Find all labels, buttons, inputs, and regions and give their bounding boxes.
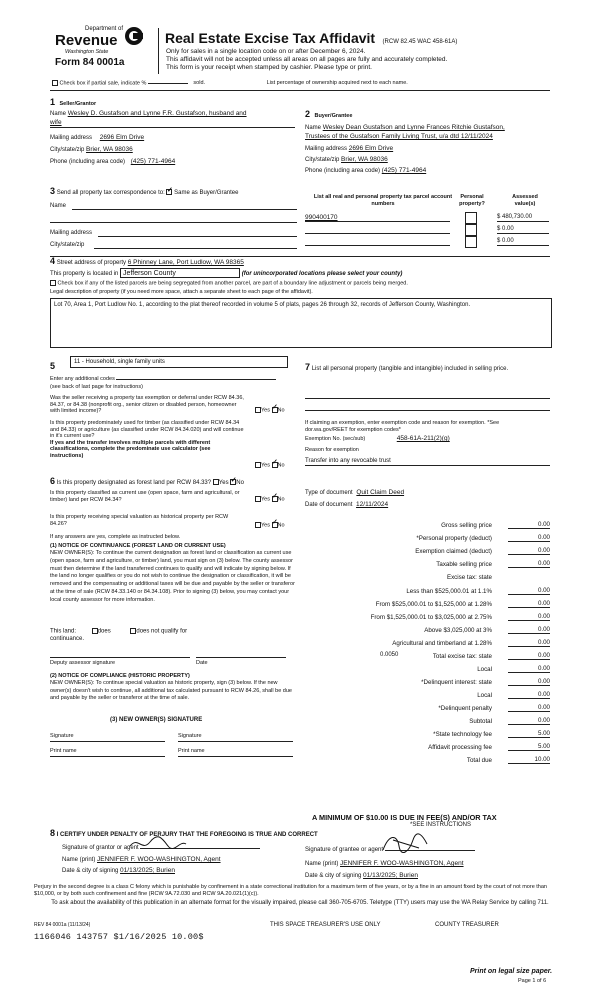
land-use-code[interactable]: 11 - Household, single family units <box>70 356 288 368</box>
treasurer-use: THIS SPACE TREASURER'S USE ONLY <box>270 922 381 928</box>
assessed-value-3[interactable]: $ 0.00 <box>497 238 549 246</box>
tax-row-label: Local <box>477 666 492 673</box>
tax-row-label: Less than $525,000.01 at 1.1% <box>406 588 492 595</box>
partial-sale-row <box>52 80 522 87</box>
tax-row-label: Gross selling price <box>441 522 492 529</box>
grantor-signature[interactable] <box>140 848 260 849</box>
notice1-heading: (1) NOTICE OF CONTINUANCE (FOREST LAND OR CURRENT USE) <box>50 543 226 549</box>
historic-no-checkbox[interactable] <box>272 522 278 528</box>
tax-row-label: *Personal property (deduct) <box>416 535 492 542</box>
tax-row <box>310 599 550 610</box>
sec6-q2: Is this property classified as current use (open space, farm and agricultural, or timber) land per RCW 84.34? Yes ✓ No <box>50 490 300 503</box>
buyer-heading: Buyer/Grantee <box>314 113 353 119</box>
corr-name-label: Name <box>50 203 67 209</box>
personal-checkbox-2[interactable] <box>465 224 477 236</box>
tax-row-value[interactable]: 0.00 <box>508 587 550 595</box>
exemption-label: If claiming an exemption, enter exemption code and reason for exemption. *See dor.wa.gov/REET for exemption codes* <box>305 420 500 433</box>
legal-size-note: Print on legal size paper. <box>470 968 553 975</box>
continuance-label: continuance. <box>50 636 85 642</box>
street-address[interactable]: 6 Phinney Lane, Port Ludlow, WA 98365 <box>127 259 244 266</box>
forest-no-checkbox[interactable] <box>230 479 236 485</box>
seller-city-label: City/state/zip <box>50 147 85 153</box>
minimum-due-note: A MINIMUM OF $10.00 IS DUE IN FEE(S) AND/OR TAX <box>312 813 497 822</box>
seller-mail-label: Mailing address <box>50 135 93 141</box>
reason-label: Reason for exemption <box>305 447 359 453</box>
tax-row <box>310 625 550 636</box>
page-number: Page 1 of 6 <box>518 978 547 984</box>
sec6-q1: 6 Is this property designated as forest land per RCW 84.33? Yes ✓ No <box>50 478 300 487</box>
buyer-mail-label: Mailing address <box>305 146 348 152</box>
grantee-signature[interactable] <box>385 850 475 851</box>
tax-row-value[interactable]: 0.00 <box>508 560 550 568</box>
segregated-label: Check box if any of the listed parcels are being segregated from another parcel, are part of a boundary line adjustment or parcels being merged. <box>57 280 408 287</box>
cashier-stamp: 1166046 143757 $1/16/2025 10.00$ <box>34 932 204 942</box>
corr-mail-line[interactable] <box>98 236 297 237</box>
if-yes-note: If any answers are yes, complete as instructed below. <box>50 534 181 540</box>
buyer-name[interactable]: Wesley Dean Gustafson and Lynne Frances Ritchie Gustafson, <box>322 124 505 131</box>
see-instructions-note: *SEE INSTRUCTIONS <box>410 822 472 828</box>
tax-row <box>310 572 550 583</box>
same-as-buyer-label: Same as Buyer/Grantee <box>174 190 239 196</box>
buyer-phone-label: Phone (including area code) <box>305 168 381 174</box>
tax-row-value[interactable]: 0.00 <box>508 704 550 712</box>
dor-logo <box>55 24 155 68</box>
parcel-table <box>305 194 555 258</box>
tax-row-label: Exemption claimed (deduct) <box>415 548 492 555</box>
partial-sale-label: Check box if partial sale, indicate % <box>59 80 147 87</box>
county-select[interactable]: Jefferson County <box>120 268 240 278</box>
owner-print-label-1: Print name <box>50 748 77 754</box>
logo-swirl-icon <box>125 27 143 45</box>
buyer-city[interactable]: Brier, WA 98036 <box>341 156 388 163</box>
tax-row <box>310 612 550 623</box>
notice2-heading: (2) NOTICE OF COMPLIANCE (HISTORIC PROPERTY) <box>50 673 190 679</box>
segregated-row <box>50 280 408 287</box>
assessed-value-2[interactable]: $ 0.00 <box>497 226 549 234</box>
buyer-phone[interactable]: (425) 771-4964 <box>381 167 427 174</box>
q1-no-checkbox[interactable] <box>272 407 278 413</box>
historic-yes-checkbox[interactable] <box>255 522 261 528</box>
doc-date[interactable]: 12/11/2024 <box>356 501 389 508</box>
owner-print-line-1[interactable] <box>50 756 165 757</box>
tax-row-label: From $1,525,000.01 to $3,025,000 at 2.75% <box>370 614 492 621</box>
tax-row-value[interactable]: 0.00 <box>508 534 550 542</box>
seller-phone[interactable]: (425) 771-4964 <box>130 158 176 165</box>
seller-mail[interactable]: 2696 Elm Drive <box>99 134 145 141</box>
does-checkbox[interactable] <box>92 628 98 634</box>
same-as-buyer-checkbox[interactable] <box>166 189 172 195</box>
owner-sig-line-2[interactable] <box>178 741 293 742</box>
grantee-date[interactable]: 01/13/2025; Burien <box>363 872 418 879</box>
rule-sec4 <box>50 256 550 257</box>
owner-sig-label-2: Signature <box>178 733 202 739</box>
timber-question: Is this property predominately used for timber (as classified under RCW 84.34 and 84.33) or agriculture (as classified under RCW 84.34.020) and will continue in it's current use? If yes and the transfer involves multiple parcels with different classifications, complete the predominate use calculator (see instructions) Yes ✓ No <box>50 420 300 459</box>
corr-city-label: City/state/zip <box>50 242 85 248</box>
grantor-signature-scribble <box>128 836 188 852</box>
legal-label: Legal description of property (if you need more space, attach a separate sheet to each page of the affidavit). <box>50 289 313 295</box>
tax-row <box>310 729 550 740</box>
owner-print-line-2[interactable] <box>178 756 293 757</box>
assessed-value-1[interactable]: $ 480,730.00 <box>497 214 549 222</box>
notice1-body: NEW OWNER(S): To continue the current designation as forest land or classification as current use (open space, farm and agriculture, or timber) land, you must sign on (3) below. The county assessor must then determine if the land transferred continues to qualify and will indicate by signing below. If the land no longer qualifies or you do not wish to continue the designation or classification, it will be removed and the compensating or additional taxes will be due and payable by the seller or transferor at the time of sale (RCW 84.33.140 or 84.34.108). Prior to signing (3) below, you may contact your local county assessor for more information. <box>50 550 295 603</box>
seller-name-2[interactable]: wife <box>50 119 62 126</box>
seller-name-label: Name <box>50 111 67 117</box>
exemption-question: Was the seller receiving a property tax exemption or deferral under RCW 84.36, 84.37, or 84.38 (nonprofit org., senior citizen or disabled person, homeowner with limited income)? Yes ✓ No <box>50 395 300 415</box>
tax-row <box>310 690 550 701</box>
list-pct-label: List percentage of ownership acquired next to each name. <box>266 80 408 87</box>
tax-row <box>310 703 550 714</box>
rule-top <box>50 90 550 91</box>
tax-row-value[interactable]: 0.00 <box>508 652 550 660</box>
grantor-date-row: Date & city of signing 01/13/2025; Burien <box>62 867 175 874</box>
corr-name-line[interactable] <box>72 209 297 210</box>
correspondence-label: Send all property tax correspondence to: <box>56 190 165 196</box>
grantor-name-row: Name (print) JENNIFER F. WOO-WASHINGTON, Agent <box>62 856 221 863</box>
tax-row-label: Total due <box>466 757 492 764</box>
reason-value[interactable]: Transfer into any revocable trust <box>305 458 550 466</box>
county-treasurer: COUNTY TREASURER <box>435 922 499 928</box>
grantee-name[interactable]: JENNIFER F. WOO-WASHINGTON, Agent <box>340 860 464 867</box>
legal-description-box[interactable] <box>50 298 552 348</box>
tax-row-value[interactable]: 0.00 <box>508 600 550 608</box>
alt-format-note: To ask about the availability of this publication in an alternate format for the visually impaired, please call 360-705-6705. Teletype (TTY) users may use the WA Relay Service by calling 711. <box>51 900 549 906</box>
add-codes-label: Enter any additional codes <box>50 376 276 383</box>
tax-row <box>310 716 550 727</box>
seller-name[interactable]: Wesley D. Gustafson and Lynne F.R. Gustafson, husband and <box>67 110 247 117</box>
forest-yes-checkbox[interactable] <box>213 479 219 485</box>
owner-sig-label-1: Signature <box>50 733 74 739</box>
legal-description: Lot 70, Area 1, Port Ludlow No. 1, according to the plat thereof recorded in volume 5 of plats, pages 26 through 32, records of Jefferson County, Washington. <box>54 302 471 308</box>
sec6-q3: Is this property receiving special valuation as historical property per RCW 84.26? Yes ✓ No <box>50 514 300 527</box>
corr-mail-label: Mailing address <box>50 230 93 236</box>
tax-row <box>310 533 550 544</box>
personal-checkbox-1[interactable] <box>465 212 477 224</box>
q1-text: Was the seller receiving a property tax exemption or deferral under RCW 84.36, 84.37, or 84.38 (nonprofit org., senior citizen or disabled person, homeowner with limited income)? <box>50 395 244 414</box>
sold-label: sold. <box>193 80 206 87</box>
tax-row-label: *Delinquent penalty <box>438 705 492 712</box>
revenue-wordmark: Revenue <box>55 32 118 49</box>
parcel-number[interactable]: 990400170 <box>305 214 338 221</box>
tax-row <box>310 546 550 557</box>
notice3-heading: (3) NEW OWNER(S) SIGNATURE <box>110 717 203 723</box>
segregated-checkbox[interactable] <box>50 280 56 286</box>
grantor-sig-row: Signature of grantor or agent <box>62 845 260 852</box>
tax-row <box>310 664 550 675</box>
grantee-date-row: Date & city of signing 01/13/2025; Burien <box>305 872 418 879</box>
current-use-no-checkbox[interactable] <box>272 496 278 502</box>
deputy-sign-line[interactable] <box>50 657 190 658</box>
q2-no-checkbox[interactable] <box>272 462 278 468</box>
tax-row <box>310 638 550 649</box>
seller-city[interactable]: Brier, WA 98036 <box>86 146 133 153</box>
section-5-row: 5 11 - Household, single family units <box>50 356 300 374</box>
buyer-name-label: Name <box>305 125 322 131</box>
tax-row-value[interactable]: 0.00 <box>508 665 550 673</box>
doc-type[interactable]: Quit Claim Deed <box>356 489 405 496</box>
q2-yes-checkbox[interactable] <box>255 462 261 468</box>
see-back-label: (see back of last page for instructions) <box>50 384 143 390</box>
tax-row-label: Local <box>477 692 492 699</box>
local-rate: 0.0050 <box>380 652 399 658</box>
tax-row-value[interactable]: 0.00 <box>508 691 550 699</box>
grantee-signature-scribble <box>379 832 429 856</box>
section-3-correspondence: 3 Send all property tax correspondence to: ✓ Same as Buyer/Grantee Name Mailing address City/state/zip <box>50 186 300 252</box>
tax-row-label: Taxable selling price <box>436 561 492 568</box>
form-rcw: (RCW 82.45 WAC 458-61A) <box>382 39 458 45</box>
tax-row <box>310 520 550 531</box>
current-use-yes-checkbox[interactable] <box>255 496 261 502</box>
state-text: Washington State <box>65 49 109 55</box>
rev-number: REV 84 0001a (11/13/24) <box>34 922 91 928</box>
corr-city-line[interactable] <box>94 248 297 249</box>
owner-sig-line-1[interactable] <box>50 741 165 742</box>
tax-row <box>310 651 550 662</box>
located-label: This property is located in <box>50 271 119 277</box>
section-2-buyer: 2 Buyer/Grantee Name Wesley Dean Gustafson and Lynne Frances Ritchie Gustafson, Trustees of the Gustafson Family Living Trust, u/a dtd 12/11/2024 Mailing address 2696 Elm Drive City/state/zip Brier, WA 98036 Phone (including area code) (425) 771-4964 <box>305 109 505 174</box>
deputy-label: Deputy assessor signature <box>50 660 116 666</box>
tax-row-label: *Delinquent interest: state <box>421 679 492 686</box>
header-line-2: This affidavit will not be accepted unless all areas on all pages are fully and accurately completed. <box>166 56 448 63</box>
tax-row-label: From $525,000.01 to $1,525,000 at 1.28% <box>375 601 492 608</box>
seller-heading: Seller/Grantor <box>59 101 97 107</box>
tax-row-label: Agricultural and timberland at 1.28% <box>392 640 492 647</box>
grantor-name[interactable]: JENNIFER F. WOO-WASHINGTON, Agent <box>97 856 221 863</box>
grantee-name-row: Name (print) JENNIFER F. WOO-WASHINGTON, Agent <box>305 860 464 867</box>
land-qualify-row: This land: does does not qualify for <box>50 628 188 635</box>
q2a-text: Is this property predominately used for timber (as classified under RCW 84.34 and 84.33) or agriculture (as classified under RCW 84.34.020) and will continue in it's current use? <box>50 420 244 439</box>
q1-yes-checkbox[interactable] <box>255 407 261 413</box>
buyer-city-label: City/state/zip <box>305 157 340 163</box>
tax-row <box>310 755 550 766</box>
tax-row <box>310 677 550 688</box>
doc-date-row: Date of document 12/11/2024 <box>305 501 389 508</box>
does-not-checkbox[interactable] <box>130 628 136 634</box>
partial-sale-checkbox[interactable] <box>52 80 58 86</box>
doc-type-row: Type of document Quit Claim Deed <box>305 489 405 496</box>
form-title: Real Estate Excise Tax Affidavit <box>165 30 376 46</box>
parcel-head: List all real and personal property tax parcel account numbers <box>313 194 453 207</box>
tax-row-label: Above $3,025,000 at 3% <box>424 627 492 634</box>
tax-row <box>310 742 550 753</box>
tax-row <box>310 586 550 597</box>
owner-print-label-2: Print name <box>178 748 205 754</box>
grantee-sig-row: Signature of grantee or agent <box>305 847 475 854</box>
tax-row-value[interactable]: 5.00 <box>508 743 550 751</box>
header-line-1: Only for sales in a single location code on or after December 6, 2024. <box>166 48 366 55</box>
notice2-body: NEW OWNER(S): To continue special valuation as historic property, sign (3) below. If the new owner(s) doesn't wish to continue, all additional tax calculated pursuant to RCW 84.26, shall be due and payable by the seller or transferor at the time of sale. <box>50 680 292 701</box>
street-label: Street address of property <box>56 260 127 266</box>
tax-row <box>310 559 550 570</box>
unincorporated-note: (for unincorporated locations please select your county) <box>241 271 403 277</box>
personal-checkbox-3[interactable] <box>465 236 477 248</box>
q2b-text: If yes and the transfer involves multiple parcels with different classifications, complete the predominate use calculator (see instructions) <box>50 439 211 459</box>
tax-row-value[interactable]: 0.00 <box>508 639 550 647</box>
buyer-name-2[interactable]: Trustees of the Gustafson Family Living Trust, u/a dtd 12/11/2024 <box>305 133 493 140</box>
exemption-no-row: Exemption No. (sec/sub) 458-61A-211(2)(g) <box>305 435 450 442</box>
tax-row-label: Subtotal <box>469 718 492 725</box>
header-divider <box>158 28 159 74</box>
personal-head: Personal property? <box>459 194 485 207</box>
tax-row-value[interactable]: 0.00 <box>508 521 550 529</box>
tax-row-value[interactable]: 0.00 <box>508 717 550 725</box>
section-1-seller: 1 Seller/Grantor Name Wesley D. Gustafson and Lynne F.R. Gustafson, husband and wife Mailing address 2696 Elm Drive City/state/zip Brier, WA 98036 Phone (including area code) (425) 771-4964 <box>50 97 247 165</box>
sec7-label: 7 List all personal property (tangible and intangible) included in selling price. <box>305 362 509 372</box>
tax-row-label: Total excise tax: state <box>432 653 492 660</box>
deputy-date-label: Date <box>196 660 208 666</box>
header-line-3: This form is your receipt when stamped by cashier. Please type or print. <box>166 64 372 71</box>
tax-row-value[interactable]: 0.00 <box>508 626 550 634</box>
form-title-row <box>165 30 457 48</box>
tax-row-value[interactable]: 0.00 <box>508 547 550 555</box>
street-row: 4 Street address of property 6 Phinney Lane, Port Ludlow, WA 98365 <box>50 256 244 266</box>
tax-row-value[interactable]: 0.00 <box>508 678 550 686</box>
certify-row: 8 I CERTIFY UNDER PENALTY OF PERJURY THAT THE FOREGOING IS TRUE AND CORRECT <box>50 828 318 838</box>
buyer-mail[interactable]: 2696 Elm Drive <box>348 145 394 152</box>
tax-row-value[interactable]: 0.00 <box>508 613 550 621</box>
dept-text: Department of <box>85 26 124 32</box>
tax-row-label: Excise tax: state <box>446 574 492 581</box>
tax-row-label: *State technology fee <box>433 731 492 738</box>
tax-row-label: Affidavit processing fee <box>428 744 492 751</box>
seller-phone-label: Phone (including area code) <box>50 159 126 165</box>
deputy-date-line[interactable] <box>196 657 286 658</box>
assessed-head: Assessed value(s) <box>512 194 538 207</box>
located-row <box>50 268 402 278</box>
grantor-date[interactable]: 01/13/2025; Burien <box>120 867 175 874</box>
perjury-note: Perjury in the second degree is a class C felony which is punishable by confinement in a state correctional institution for a maximum term of five years, or by a fine in an amount fixed by the court of not more than $10,000, or by both such confinement and fine (RCW 9A.72.030 and RCW 9A.20.021(1)(c)). <box>34 884 547 897</box>
exemption-no[interactable]: 458-61A-211(2)(g) <box>396 435 450 442</box>
tax-row-value[interactable]: 5.00 <box>508 730 550 738</box>
tax-row-value[interactable]: 10.00 <box>508 756 550 764</box>
form-number: Form 84 0001a <box>55 57 125 68</box>
